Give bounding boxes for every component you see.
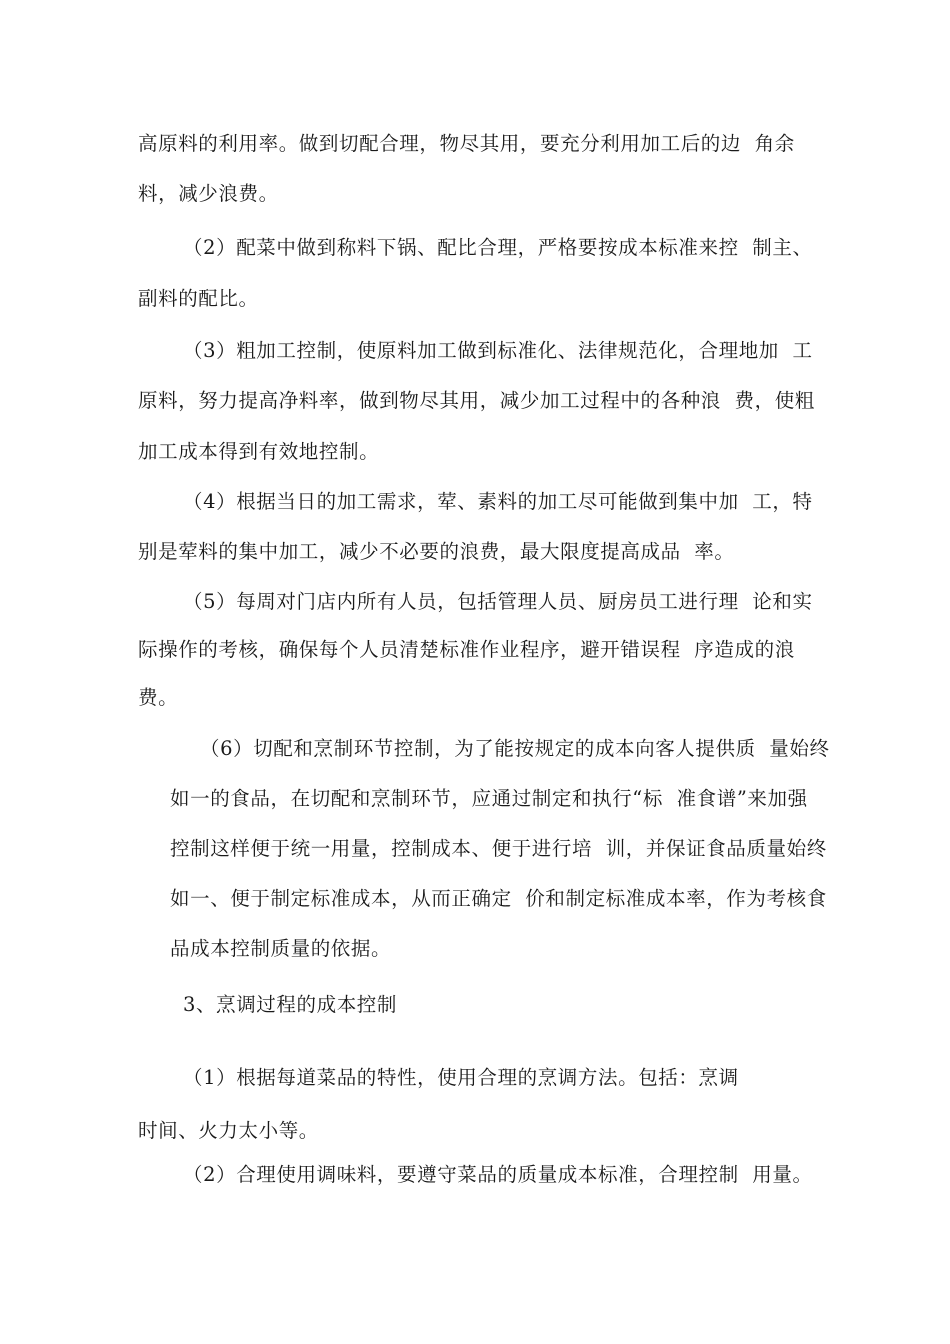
text-line: （6）切配和烹制环节控制，为了能按规定的成本向客人提供质 量始终 [200, 737, 830, 760]
section-heading: 3、烹调过程的成本控制 [183, 993, 398, 1016]
text-line: 加工成本得到有效地控制。 [138, 440, 380, 463]
text-line: 如一、便于制定标准成本，从而正确定 价和制定标准成本率，作为考核食 [170, 887, 827, 910]
text-line: 费。 [138, 686, 179, 709]
text-line: （4）根据当日的加工需求，荤、素料的加工尽可能做到集中加 工，特 [183, 490, 813, 513]
text-line: （2）配菜中做到称料下锅、配比合理，严格要按成本标准来控 制主、 [183, 236, 813, 259]
text-line: 原料，努力提高净料率，做到物尽其用，减少加工过程中的各种浪 费，使粗 [138, 389, 815, 412]
text-line: （2）合理使用调味料，要遵守菜品的质量成本标准，合理控制 用量。 [183, 1163, 813, 1186]
text-line: （3）粗加工控制，使原料加工做到标准化、法律规范化，合理地加 工 [183, 339, 813, 362]
text-line: 料，减少浪费。 [138, 182, 279, 205]
text-line: （1）根据每道菜品的特性，使用合理的烹调方法。包括：烹调 [183, 1066, 739, 1089]
text-line: 别是荤料的集中加工，减少不必要的浪费，最大限度提高成品 率。 [138, 540, 735, 563]
text-line: 副料的配比。 [138, 287, 259, 310]
text-line: 时间、火力太小等。 [138, 1119, 319, 1142]
text-line: 高原料的利用率。做到切配合理，物尽其用，要充分利用加工后的边 角余 [138, 132, 795, 155]
text-line: 际操作的考核，确保每个人员清楚标准作业程序，避开错误程 序造成的浪 [138, 638, 795, 661]
text-line: 控制这样便于统一用量，控制成本、便于进行培 训，并保证食品质量始终 [170, 837, 827, 860]
text-line: 如一的食品，在切配和烹制环节，应通过制定和执行“标 准食谱”来加强 [170, 787, 808, 810]
text-line: （5）每周对门店内所有人员，包括管理人员、厨房员工进行理 论和实 [183, 590, 813, 613]
text-line: 品成本控制质量的依据。 [170, 937, 392, 960]
